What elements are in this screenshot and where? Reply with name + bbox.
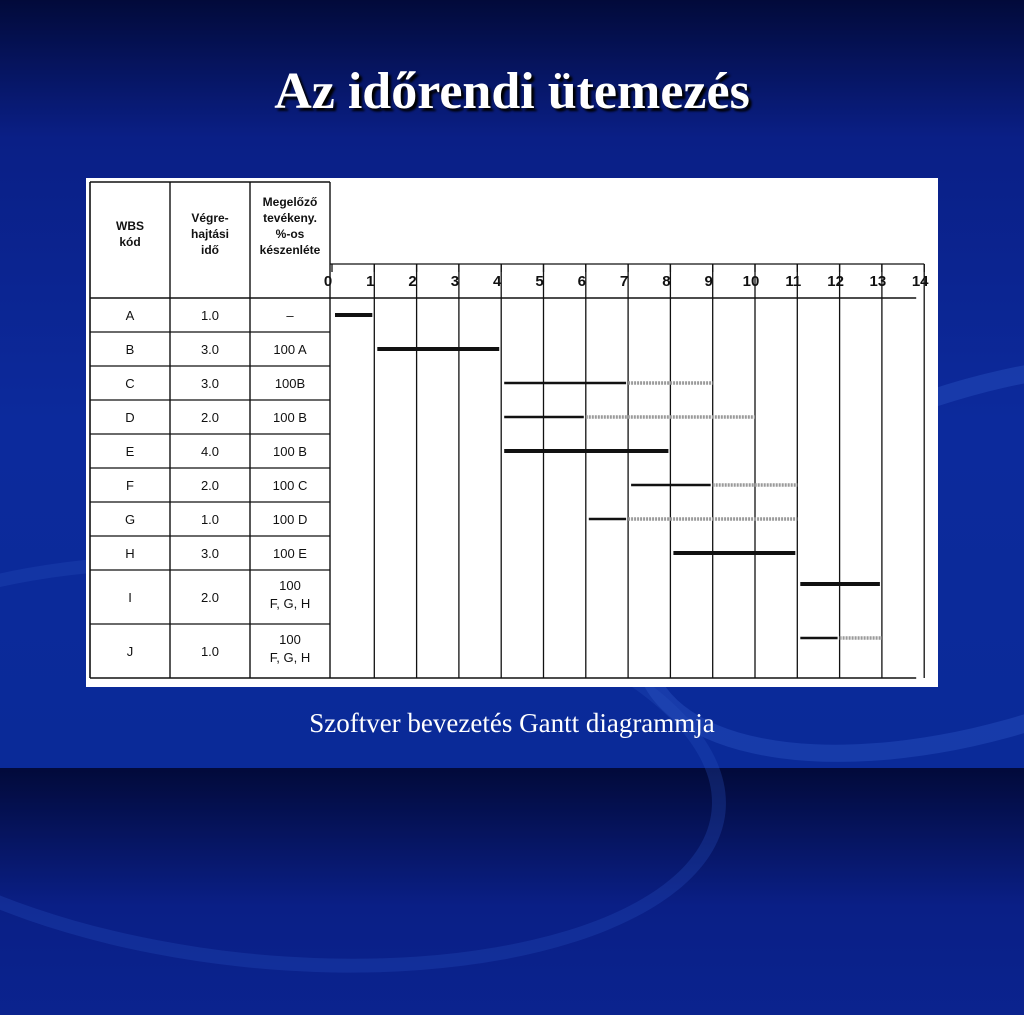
predecessor-value: 100 C: [272, 478, 308, 493]
time-tick-label: 12: [827, 273, 844, 290]
predecessor-value: 100 D: [272, 512, 308, 527]
duration-value: 4.0: [200, 444, 220, 459]
column-header: kód: [119, 235, 141, 249]
wbs-code: A: [125, 308, 135, 323]
slide-title: Az időrendi ütemezés: [274, 63, 750, 120]
predecessor-value: F, G, H: [269, 650, 311, 665]
predecessor-value: 100 B: [273, 444, 307, 459]
wbs-code: I: [128, 590, 132, 605]
predecessor-value: 100 A: [273, 342, 307, 357]
time-tick-label: 1: [366, 273, 375, 290]
column-header: WBS: [116, 219, 144, 233]
time-tick-label: 8: [662, 273, 671, 290]
column-header: Végre-: [191, 211, 229, 225]
time-tick-label: 13: [869, 273, 887, 290]
duration-value: 2.0: [200, 410, 220, 425]
column-header: Megelőző: [262, 195, 318, 209]
time-tick-label: 11: [785, 273, 802, 290]
duration-value: 3.0: [200, 546, 220, 561]
gantt-chart: [86, 178, 938, 687]
time-tick-label: 0: [323, 273, 333, 290]
column-header: tevékeny.: [263, 211, 317, 225]
predecessor-value: 100 B: [273, 410, 307, 425]
column-header: készenléte: [259, 243, 321, 257]
time-tick-label: 2: [408, 273, 417, 290]
column-header: %-os: [275, 227, 305, 241]
duration-value: 2.0: [200, 478, 220, 493]
wbs-code: C: [125, 376, 135, 391]
predecessor-value: 100: [279, 632, 301, 647]
wbs-code: B: [125, 342, 135, 357]
column-header: hajtási: [190, 227, 230, 241]
duration-value: 1.0: [200, 644, 220, 659]
slide-caption: Szoftver bevezetés Gantt diagrammja: [309, 708, 715, 738]
time-tick-label: 6: [577, 273, 586, 290]
duration-value: 1.0: [200, 308, 220, 323]
duration-value: 1.0: [200, 512, 220, 527]
time-tick-label: 14: [911, 273, 929, 290]
wbs-code: E: [125, 444, 135, 459]
wbs-code: D: [125, 410, 135, 425]
time-tick-label: 3: [450, 273, 460, 290]
predecessor-value: 100B: [274, 376, 306, 391]
column-header: idő: [201, 243, 219, 257]
predecessor-value: –: [286, 308, 294, 323]
time-tick-label: 4: [493, 273, 502, 290]
wbs-code: G: [124, 512, 136, 527]
wbs-code: J: [126, 644, 134, 659]
time-tick-label: 10: [742, 273, 760, 290]
predecessor-value: F, G, H: [269, 596, 311, 611]
time-tick-label: 9: [704, 273, 713, 290]
predecessor-value: 100: [279, 578, 301, 593]
duration-value: 2.0: [200, 590, 220, 605]
predecessor-value: 100 E: [273, 546, 307, 561]
duration-value: 3.0: [200, 376, 220, 391]
duration-value: 3.0: [200, 342, 220, 357]
wbs-code: F: [126, 478, 134, 493]
time-tick-label: 5: [535, 273, 544, 290]
time-tick-label: 7: [619, 273, 629, 290]
gantt-figure: [86, 178, 938, 687]
wbs-code: H: [125, 546, 135, 561]
